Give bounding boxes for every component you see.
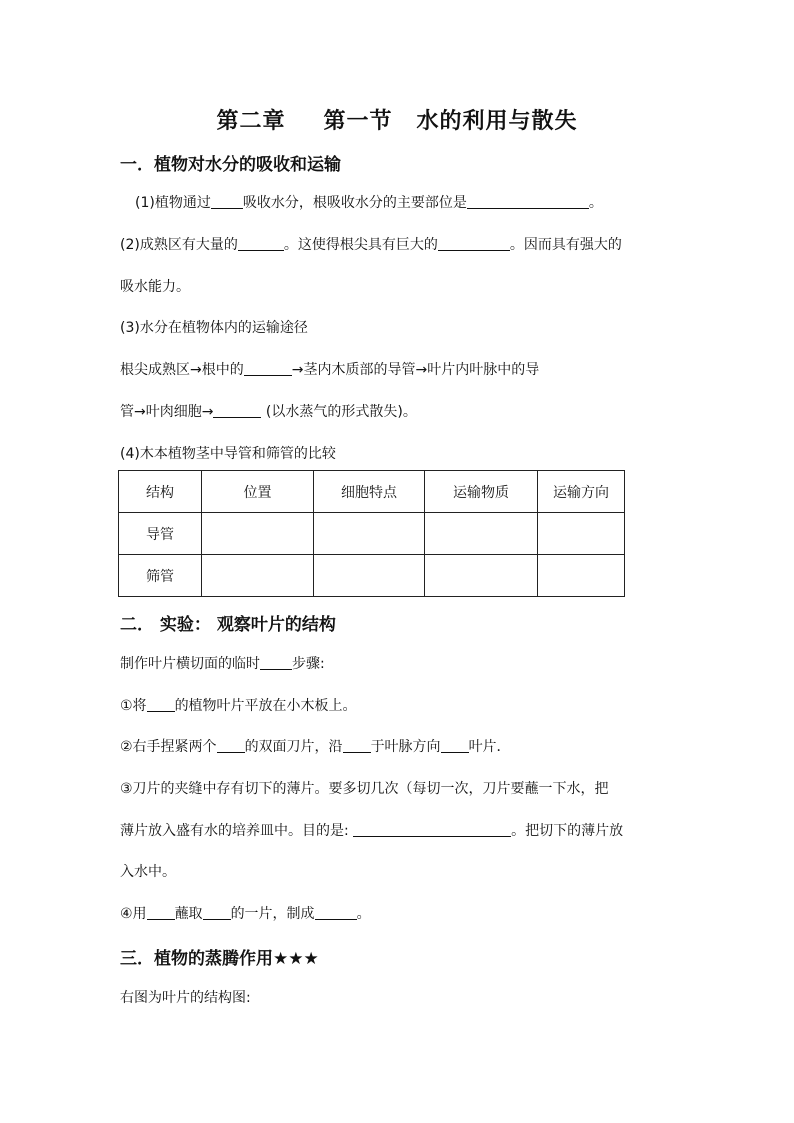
text: 步骤: — [292, 656, 325, 672]
text: 吸收水分，根吸收水分的主要部位是 — [242, 195, 467, 211]
table-header-cell: 位置 — [202, 471, 314, 513]
s2-line5 — [120, 820, 623, 840]
section2-heading: 二． 实验： 观察叶片的结构 — [120, 615, 336, 635]
fill-blank[interactable] — [147, 697, 175, 712]
text: (2)成熟区有大量的 — [120, 237, 238, 253]
table-header-cell: 运输物质 — [425, 471, 538, 513]
fill-blank[interactable] — [213, 403, 261, 418]
fill-blank[interactable] — [438, 236, 510, 251]
s2-line3 — [120, 736, 511, 756]
s1-line6 — [120, 401, 417, 421]
s1-line4: (3)水分在植物体内的运输途径 — [120, 320, 308, 336]
text: 薄片放入盛有水的培养皿中。目的是: — [120, 823, 354, 839]
text: (以水蒸气的形式散失)。 — [261, 404, 417, 420]
fill-blank[interactable] — [147, 905, 175, 920]
text: 管→叶肉细胞→ — [120, 404, 214, 420]
text: 制作叶片横切面的临时 — [120, 656, 260, 672]
s1-line5 — [120, 359, 539, 379]
table-cell: 筛管 — [119, 555, 202, 597]
table-header-cell: 细胞特点 — [314, 471, 425, 513]
table-cell[interactable] — [425, 555, 538, 597]
s2-line7 — [120, 903, 371, 923]
s2-line2 — [120, 695, 357, 715]
text: 的一片，制成 — [230, 906, 315, 922]
table-header-cell: 结构 — [119, 471, 202, 513]
section3-heading: 三．植物的蒸腾作用★★★ — [120, 949, 319, 969]
s3-line1: 右图为叶片的结构图: — [120, 990, 251, 1006]
table-header-row — [119, 471, 625, 513]
text: (1)植物通过 — [135, 195, 211, 211]
fill-blank[interactable] — [238, 236, 284, 251]
table-cell[interactable] — [538, 555, 625, 597]
text: 。 — [356, 906, 371, 922]
table-row — [119, 513, 625, 555]
fill-blank[interactable] — [467, 194, 589, 209]
s2-line1 — [120, 653, 325, 673]
section1-heading: 一．植物对水分的吸收和运输 — [120, 155, 341, 175]
text: 叶片． — [468, 739, 511, 755]
text: 。这使得根尖具有巨大的 — [283, 237, 438, 253]
table-cell[interactable] — [202, 555, 314, 597]
text: ①将 — [120, 698, 147, 714]
page-title — [0, 104, 794, 135]
text: 蘸取 — [174, 906, 203, 922]
fill-blank[interactable] — [211, 194, 243, 209]
s1-line2 — [120, 234, 622, 254]
table-cell: 导管 — [119, 513, 202, 555]
title-chapter: 第二章 — [216, 109, 286, 134]
text: ④用 — [120, 906, 147, 922]
s2-line4: ③刀片的夹缝中存有切下的薄片。要多切几次（每切一次，刀片要蘸一下水，把 — [120, 781, 609, 797]
s2-line6: 入水中。 — [120, 864, 176, 880]
text: ②右手捏紧两个 — [120, 739, 217, 755]
fill-blank[interactable] — [244, 361, 292, 376]
fill-blank[interactable] — [353, 822, 511, 837]
table-cell[interactable] — [202, 513, 314, 555]
comparison-table — [118, 470, 625, 597]
text: 。把切下的薄片放 — [511, 823, 624, 839]
fill-blank[interactable] — [315, 905, 357, 920]
fill-blank[interactable] — [217, 738, 245, 753]
title-section: 第一节 — [323, 109, 393, 134]
text: 于叶脉方向 — [370, 739, 441, 755]
table-cell[interactable] — [425, 513, 538, 555]
table-cell[interactable] — [538, 513, 625, 555]
table-row — [119, 555, 625, 597]
fill-blank[interactable] — [260, 655, 292, 670]
text: →茎内木质部的导管→叶片内叶脉中的导 — [291, 362, 540, 378]
fill-blank[interactable] — [203, 905, 231, 920]
s1-line3: 吸水能力。 — [120, 279, 190, 295]
table-header-cell: 运输方向 — [538, 471, 625, 513]
text: 的植物叶片平放在小木板上。 — [174, 698, 357, 714]
title-topic: 水的利用与散失 — [416, 109, 578, 134]
s1-line1 — [135, 192, 603, 212]
fill-blank[interactable] — [343, 738, 371, 753]
text: 。因而具有强大的 — [509, 237, 622, 253]
text: 的双面刀片，沿 — [244, 739, 343, 755]
text: 。 — [588, 195, 603, 211]
fill-blank[interactable] — [441, 738, 469, 753]
table-cell[interactable] — [314, 555, 425, 597]
text: 根尖成熟区→根中的 — [120, 362, 244, 378]
table-cell[interactable] — [314, 513, 425, 555]
s1-line7: (4)木本植物茎中导管和筛管的比较 — [120, 446, 336, 462]
